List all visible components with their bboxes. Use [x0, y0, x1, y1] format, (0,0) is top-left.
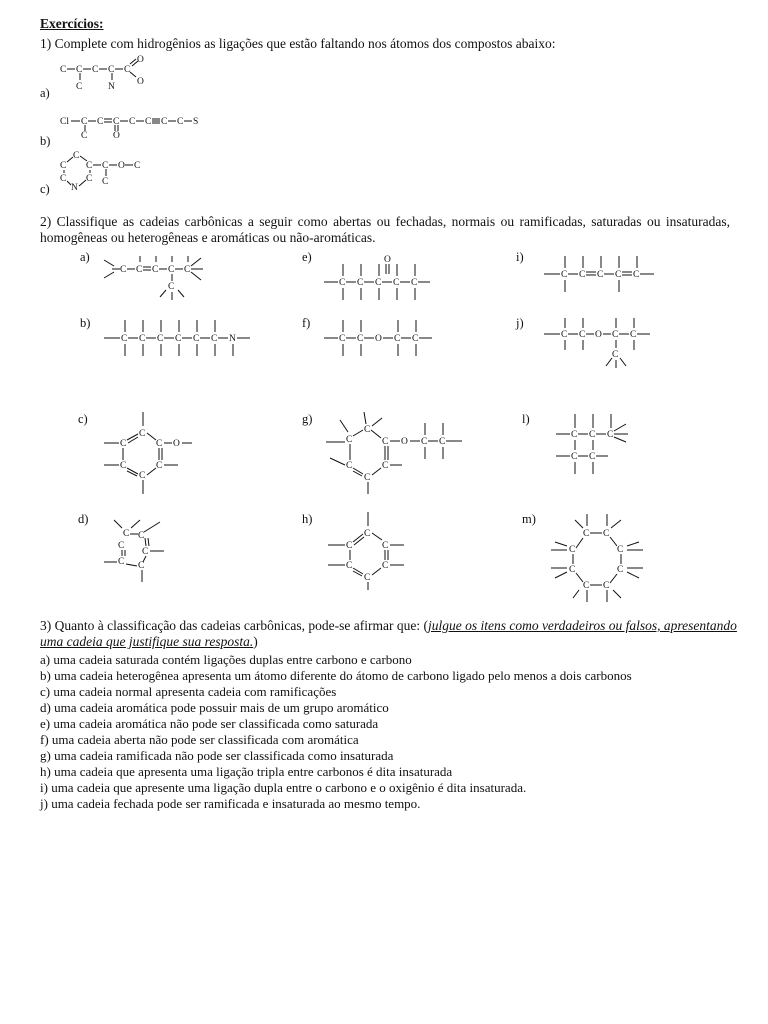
svg-text:C: C: [589, 430, 596, 440]
svg-text:C: C: [364, 573, 371, 583]
svg-text:C: C: [156, 461, 163, 471]
svg-text:C: C: [579, 270, 586, 280]
svg-text:C: C: [60, 65, 67, 75]
svg-text:C: C: [633, 270, 640, 280]
svg-text:C: C: [138, 561, 145, 571]
svg-text:C: C: [382, 461, 389, 471]
svg-text:C: C: [92, 65, 99, 75]
q2-label-e: e): [302, 250, 312, 264]
svg-text:O: O: [375, 334, 382, 344]
svg-text:C: C: [607, 430, 614, 440]
q2-label-a: a): [80, 250, 90, 264]
svg-text:C: C: [382, 437, 389, 447]
list-item: g) uma cadeia ramificada não pode ser classificada como insaturada: [40, 748, 394, 763]
q2-label-h: h): [302, 512, 313, 526]
svg-text:C: C: [382, 541, 389, 551]
svg-text:C: C: [603, 581, 610, 591]
svg-text:C: C: [168, 282, 175, 292]
svg-text:C: C: [129, 117, 136, 127]
svg-text:C: C: [175, 334, 182, 344]
svg-text:C: C: [81, 131, 88, 141]
svg-text:C: C: [617, 545, 624, 555]
svg-text:O: O: [595, 330, 602, 340]
svg-text:C: C: [615, 270, 622, 280]
svg-text:C: C: [561, 330, 568, 340]
list-item: c) uma cadeia normal apresenta cadeia com ramificações: [40, 684, 337, 699]
svg-text:C: C: [108, 65, 115, 75]
svg-text:C: C: [346, 435, 353, 445]
svg-text:C: C: [630, 330, 637, 340]
question-3-prompt: [40, 618, 740, 650]
svg-text:C: C: [121, 334, 128, 344]
svg-text:C: C: [617, 565, 624, 575]
svg-text:N: N: [108, 82, 115, 92]
svg-text:C: C: [603, 529, 610, 539]
svg-text:Cl: Cl: [60, 117, 69, 127]
svg-text:C: C: [561, 270, 568, 280]
svg-text:C: C: [357, 278, 364, 288]
svg-text:C: C: [439, 437, 446, 447]
svg-text:C: C: [60, 161, 67, 171]
svg-text:C: C: [86, 174, 93, 184]
list-item: i) uma cadeia que apresente uma ligação dupla entre o carbono e o oxigênio é dita insaturada.: [40, 780, 527, 795]
q2-structure-m: [545, 510, 655, 606]
svg-text:C: C: [364, 473, 371, 483]
svg-text:C: C: [569, 545, 576, 555]
svg-text:C: C: [118, 541, 125, 551]
q2-label-d: d): [78, 512, 89, 526]
q2-structure-d: [100, 510, 190, 590]
svg-text:C: C: [583, 529, 590, 539]
svg-text:C: C: [86, 161, 93, 171]
svg-text:C: C: [161, 117, 168, 127]
q2-label-c: c): [78, 412, 88, 426]
svg-text:C: C: [142, 547, 149, 557]
q1-label-b: b): [40, 134, 51, 148]
q2-structure-c: [100, 410, 210, 500]
svg-text:C: C: [571, 430, 578, 440]
svg-text:C: C: [157, 334, 164, 344]
svg-text:C: C: [394, 334, 401, 344]
svg-text:O: O: [118, 161, 125, 171]
svg-text:C: C: [76, 82, 83, 92]
q3-hint: julgue os itens como verdadeiros ou falsos, apresentando uma cadeia que justifique sua resposta.: [40, 618, 737, 649]
list-item: a) uma cadeia saturada contém ligações duplas entre carbono e carbono: [40, 652, 412, 667]
svg-text:C: C: [139, 471, 146, 481]
q2-structure-a: [100, 250, 220, 310]
svg-text:C: C: [113, 117, 120, 127]
list-item: h) uma cadeia que apresenta uma ligação tripla entre carbonos é dita insaturada: [40, 764, 453, 779]
list-item: d) uma cadeia aromática pode possuir mais de um grupo aromático: [40, 700, 389, 715]
svg-text:C: C: [97, 117, 104, 127]
svg-text:C: C: [184, 265, 191, 275]
q3-close: ): [253, 634, 258, 649]
svg-text:C: C: [421, 437, 428, 447]
svg-text:C: C: [168, 265, 175, 275]
svg-text:C: C: [583, 581, 590, 591]
q2-label-b: b): [80, 316, 91, 330]
svg-text:C: C: [571, 452, 578, 462]
svg-text:C: C: [211, 334, 218, 344]
svg-text:C: C: [346, 461, 353, 471]
svg-text:C: C: [612, 350, 619, 360]
svg-text:C: C: [134, 161, 141, 171]
list-item: e) uma cadeia aromática não pode ser classificada como saturada: [40, 716, 379, 731]
svg-text:C: C: [339, 334, 346, 344]
q1-structure-c: [55, 148, 155, 196]
svg-text:C: C: [411, 278, 418, 288]
q2-structure-i: [540, 252, 680, 300]
svg-text:C: C: [346, 561, 353, 571]
svg-text:C: C: [597, 270, 604, 280]
list-item: b) uma cadeia heterogênea apresenta um átomo diferente do átomo de carbono ligado pelo menos a dois carbonos: [40, 668, 632, 683]
list-item: j) uma cadeia fechada pode ser ramificada e insaturada ao mesmo tempo.: [40, 796, 421, 811]
svg-text:C: C: [145, 117, 152, 127]
svg-text:C: C: [177, 117, 184, 127]
svg-text:O: O: [137, 77, 144, 87]
question-1-prompt: 1) Complete com hidrogênios as ligações que estão faltando nos átomos dos compostos abaixo:: [40, 36, 556, 51]
q2-label-j: j): [516, 316, 524, 330]
svg-text:C: C: [156, 439, 163, 449]
q2-structure-j: [540, 316, 680, 372]
q3-prompt-text: 3) Quanto à classificação das cadeias carbônicas, pode-se afirmar que: (: [40, 618, 428, 633]
q2-label-g: g): [302, 412, 313, 426]
q2-structure-b: [100, 318, 260, 362]
q2-label-l: l): [522, 412, 530, 426]
svg-text:C: C: [118, 557, 125, 567]
q2-structure-g: [322, 410, 482, 500]
q2-label-i: i): [516, 250, 524, 264]
svg-text:C: C: [364, 425, 371, 435]
svg-text:C: C: [124, 65, 131, 75]
q1-label-a: a): [40, 86, 50, 100]
svg-text:N: N: [71, 183, 78, 193]
svg-text:O: O: [384, 255, 391, 265]
svg-text:C: C: [102, 177, 109, 187]
svg-text:C: C: [364, 529, 371, 539]
q2-structure-e: [320, 250, 450, 310]
q1-structure-b: [58, 110, 208, 142]
svg-text:C: C: [138, 531, 145, 541]
svg-text:C: C: [139, 429, 146, 439]
svg-text:C: C: [612, 330, 619, 340]
svg-text:C: C: [76, 65, 83, 75]
svg-text:C: C: [346, 541, 353, 551]
svg-text:C: C: [136, 265, 143, 275]
svg-text:S: S: [193, 117, 199, 127]
svg-text:O: O: [173, 439, 180, 449]
svg-text:C: C: [123, 529, 130, 539]
q1-structure-a: [55, 54, 165, 94]
svg-text:C: C: [193, 334, 200, 344]
svg-text:C: C: [375, 278, 382, 288]
svg-text:C: C: [102, 161, 109, 171]
page-title: Exercícios:: [40, 16, 104, 31]
svg-text:O: O: [401, 437, 408, 447]
svg-text:C: C: [73, 151, 80, 161]
question-2-prompt: 2) Classifique as cadeias carbônicas a seguir como abertas ou fechadas, normais ou ramificadas, saturadas ou insaturadas, homogêneas ou heterogêneas e aromáticas ou não-aromáticas.: [40, 214, 730, 245]
svg-text:O: O: [137, 55, 144, 65]
svg-text:C: C: [339, 278, 346, 288]
svg-text:C: C: [357, 334, 364, 344]
svg-text:N: N: [229, 334, 236, 344]
q3-item-list: [40, 652, 632, 812]
svg-text:C: C: [60, 174, 67, 184]
svg-text:C: C: [589, 452, 596, 462]
svg-text:C: C: [393, 278, 400, 288]
list-item: f) uma cadeia aberta não pode ser classificada com aromática: [40, 732, 359, 747]
svg-text:C: C: [120, 461, 127, 471]
q2-structure-f: [320, 318, 450, 362]
svg-text:C: C: [139, 334, 146, 344]
svg-text:C: C: [120, 439, 127, 449]
q2-label-m: m): [522, 512, 536, 526]
svg-text:C: C: [412, 334, 419, 344]
svg-text:C: C: [81, 117, 88, 127]
svg-text:C: C: [569, 565, 576, 575]
svg-text:C: C: [579, 330, 586, 340]
svg-text:C: C: [120, 265, 127, 275]
q2-structure-l: [552, 410, 662, 480]
q1-label-c: c): [40, 182, 50, 196]
q2-structure-h: [322, 510, 432, 590]
q2-label-f: f): [302, 316, 311, 330]
svg-text:C: C: [152, 265, 159, 275]
svg-text:C: C: [382, 561, 389, 571]
svg-text:O: O: [113, 131, 120, 141]
